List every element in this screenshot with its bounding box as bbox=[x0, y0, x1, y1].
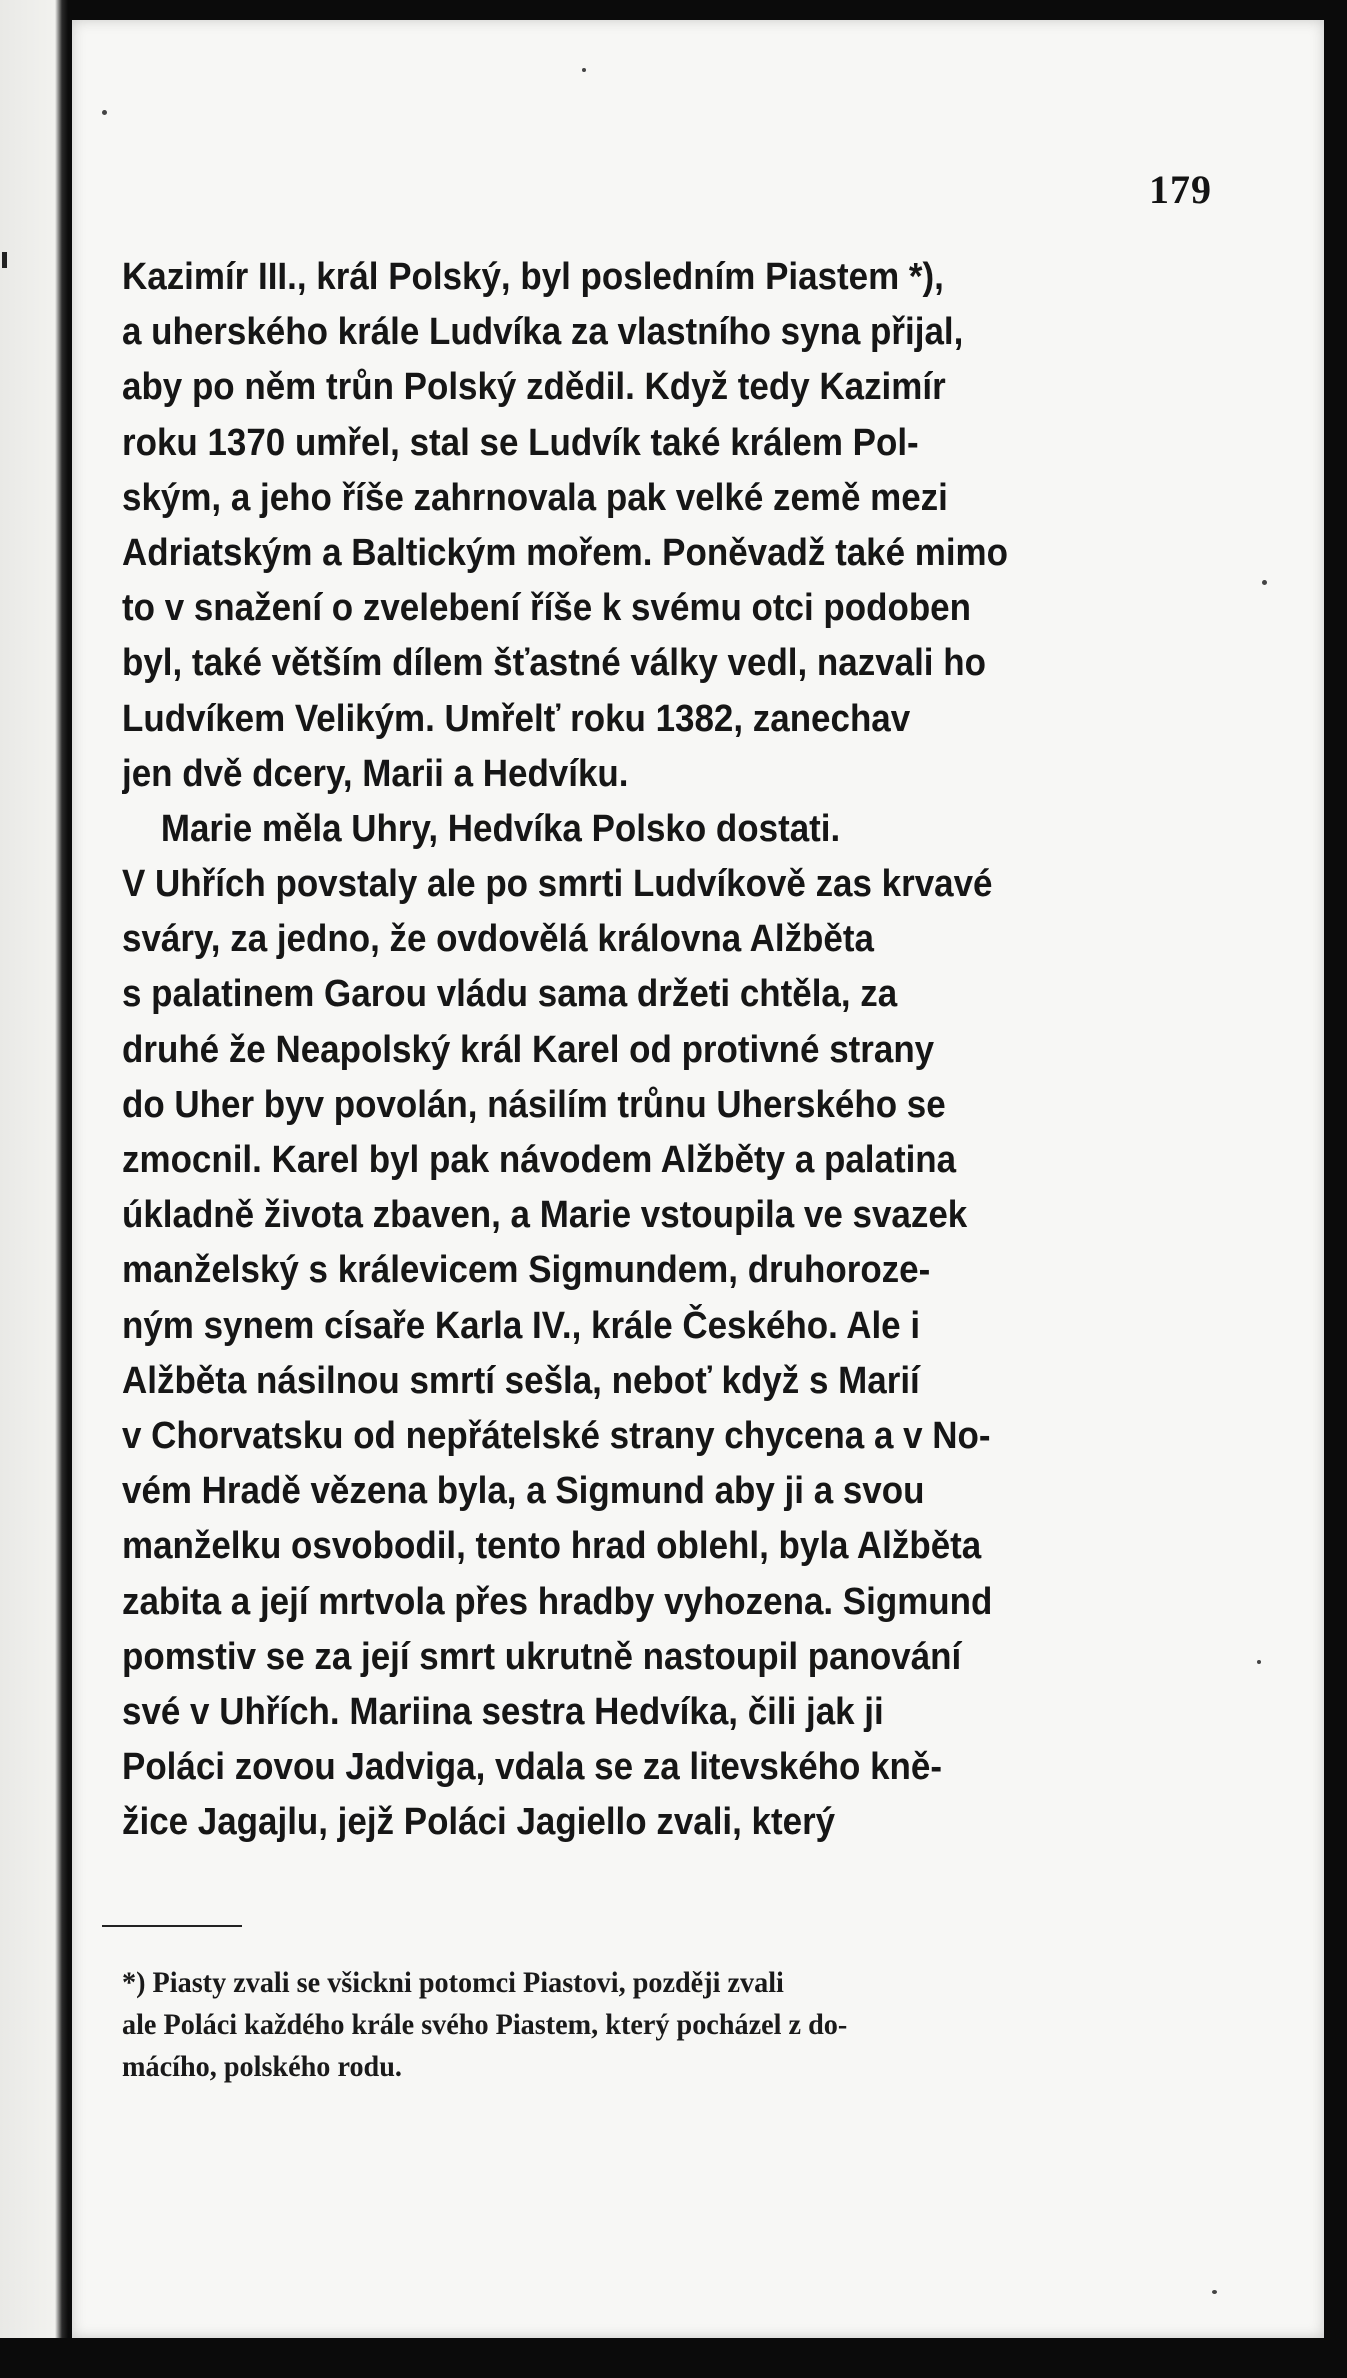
text-line: manželský s králevicem Sigmundem, druhoroze- bbox=[122, 1249, 931, 1292]
paper-speck bbox=[102, 110, 107, 115]
text-line: žice Jagajlu, jejž Poláci Jagiello zvali, který bbox=[122, 1801, 836, 1844]
text-line: sváry, za jedno, že ovdovělá královna Alžběta bbox=[122, 918, 874, 961]
scan-right-border bbox=[1324, 0, 1347, 2378]
footnote-line: mácího, polského rodu. bbox=[122, 2050, 402, 2083]
text-line: Kazimír III., král Polský, byl posledním Piastem *), bbox=[122, 256, 944, 298]
previous-page-edge bbox=[0, 0, 68, 2378]
text-line: zmocnil. Karel byl pak návodem Alžběty a palatina bbox=[122, 1139, 957, 1181]
text-line: úkladně života zbaven, a Marie vstoupila ve svazek bbox=[122, 1194, 968, 1237]
page-number: 179 bbox=[1149, 167, 1212, 212]
text-line: manželku osvobodil, tento hrad oblehl, byla Alžběta bbox=[122, 1525, 982, 1568]
text-line: Alžběta násilnou smrtí sešla, neboť když s Marií bbox=[122, 1359, 920, 1402]
text-line: v Chorvatsku od nepřátelské strany chycena a v No- bbox=[122, 1414, 991, 1457]
text-line: byl, také větším dílem šťastné války vedl, nazvali ho bbox=[122, 642, 986, 685]
text-line: V Uhřích povstaly ale po smrti Ludvíkově zas krvavé bbox=[122, 863, 993, 906]
footnote-divider bbox=[102, 1925, 242, 1927]
text-line: druhé že Neapolský král Karel od protivné strany bbox=[122, 1028, 935, 1071]
scan-top-border bbox=[0, 0, 1347, 18]
footnote-line: *) Piasty zvali se všickni potomci Piastovi, později zvali bbox=[122, 1966, 784, 1999]
text-line: Marie měla Uhry, Hedvíka Polsko dostati. bbox=[122, 807, 841, 850]
text-line: aby po něm trůn Polský zdědil. Když tedy Kazimír bbox=[122, 366, 946, 409]
text-line: zabita a její mrtvola přes hradby vyhozena. Sigmund bbox=[122, 1580, 993, 1623]
text-line: Adriatským a Baltickým mořem. Poněvadž také mimo bbox=[122, 531, 1009, 574]
text-line: ským, a jeho říše zahrnovala pak velké země mezi bbox=[122, 476, 948, 519]
text-line: do Uher byv povolán, násilím trůnu Uherského se bbox=[122, 1083, 946, 1126]
paper-speck bbox=[1262, 580, 1267, 585]
book-page bbox=[72, 20, 1324, 2338]
text-line: Ludvíkem Velikým. Umřelť roku 1382, zanechav bbox=[122, 697, 911, 740]
paper-speck bbox=[582, 68, 586, 72]
paper-speck bbox=[1212, 2290, 1217, 2294]
main-text bbox=[122, 250, 1125, 1850]
footnote-line: ale Poláci každého krále svého Piastem, který pocházel z do- bbox=[122, 2008, 848, 2041]
edge-mark bbox=[2, 252, 7, 268]
text-line: a uherského krále Ludvíka za vlastního syna přijal, bbox=[122, 311, 964, 354]
text-line: ným synem císaře Karla IV., krále Českého. Ale i bbox=[122, 1304, 921, 1347]
scan-bottom-border bbox=[0, 2338, 1347, 2378]
paper-speck bbox=[1257, 1660, 1261, 1664]
text-line: s palatinem Garou vládu sama držeti chtěla, za bbox=[122, 973, 898, 1016]
text-line: to v snažení o zvelebení říše k svému otci podoben bbox=[122, 587, 971, 630]
text-line: roku 1370 umřel, stal se Ludvík také králem Pol- bbox=[122, 421, 919, 464]
footnote bbox=[122, 1962, 1147, 2088]
text-line: své v Uhřích. Mariina sestra Hedvíka, čili jak ji bbox=[122, 1690, 884, 1733]
text-line: vém Hradě vězena byla, a Sigmund aby ji a svou bbox=[122, 1470, 925, 1513]
text-line: jen dvě dcery, Marii a Hedvíku. bbox=[122, 752, 629, 795]
text-line: Poláci zovou Jadviga, vdala se za litevského kně- bbox=[122, 1746, 942, 1789]
text-line: pomstiv se za její smrt ukrutně nastoupil panování bbox=[122, 1635, 962, 1678]
